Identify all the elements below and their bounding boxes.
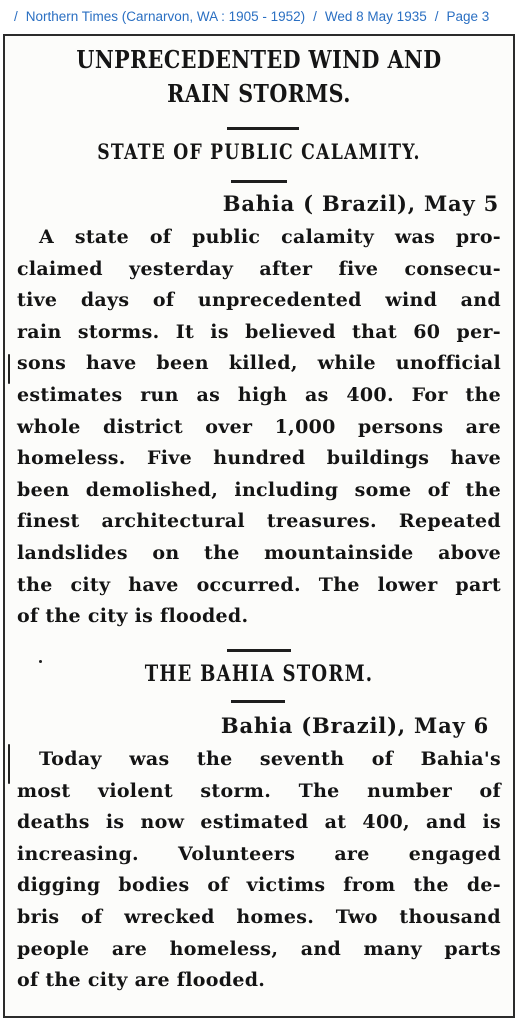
breadcrumb-separator: / [14, 8, 18, 24]
article-text-line: most violent storm. The number of [17, 779, 501, 802]
article-paragraph-2 [17, 744, 501, 997]
article-text-line: landslides on the mountainside above [17, 541, 501, 564]
article-text-line: whole district over 1,000 persons are [17, 415, 501, 438]
article-text-line: of the city is flooded. [17, 605, 249, 628]
subhead-state-of-calamity: STATE OF PUBLIC CALAMITY. [97, 139, 421, 164]
breadcrumb-item-issue-date[interactable]: Wed 8 May 1935 [324, 8, 427, 24]
divider-rule [227, 127, 299, 130]
article-text-line: been demolished, including some of the [17, 478, 501, 501]
dateline-may-5: Bahia ( Brazil), May 5 [222, 191, 499, 216]
article-text-line: Today was the seventh of Bahia's [39, 748, 501, 770]
article-text-line: estimates run as high as 400. For the [17, 383, 501, 406]
headline-line-2: RAIN STORMS. [167, 79, 351, 108]
dateline-may-6: Bahia (Brazil), May 6 [220, 713, 489, 738]
print-speck [8, 354, 10, 384]
article-clipping [5, 36, 513, 1016]
article-text-line: the city have occurred. The lower part [17, 573, 501, 596]
article-text-line: A state of public calamity was pro- [39, 226, 501, 248]
article-text-line: finest architectural treasures. Repeated [17, 510, 501, 533]
headline-line-1: UNPRECEDENTED WIND AND [76, 45, 442, 74]
breadcrumb [0, 0, 521, 32]
breadcrumb-item-newspaper[interactable]: Northern Times (Carnarvon, WA : 1905 - 1952) [25, 8, 306, 24]
article-text-line: tive days of unprecedented wind and [17, 289, 501, 312]
article-text-line: increasing. Volunteers are engaged [17, 842, 501, 865]
article-text-line: people are homeless, and many parts [17, 937, 501, 960]
subhead-bahia-storm: THE BAHIA STORM. [144, 661, 374, 687]
divider-rule [231, 180, 287, 183]
article-text-line: deaths is now estimated at 400, and is [17, 811, 501, 834]
article-paragraph-1 [17, 222, 501, 633]
article-text-line: digging bodies of victims from the de- [17, 874, 501, 897]
divider-rule [227, 649, 291, 652]
article-text-line: homeless. Five hundred buildings have [17, 447, 501, 470]
article-text-line: claimed yesterday after five consecu- [17, 257, 501, 280]
print-speck [8, 744, 10, 784]
breadcrumb-separator: / [434, 8, 439, 24]
article-text-line: bris of wrecked homes. Two thousand [17, 905, 501, 928]
breadcrumb-item-page[interactable]: Page 3 [446, 8, 490, 24]
print-speck [39, 660, 42, 663]
article-text-line: of the city are flooded. [17, 969, 266, 992]
article-text-line: rain storms. It is believed that 60 per- [17, 320, 501, 343]
breadcrumb-separator: / [313, 8, 317, 24]
divider-rule [231, 700, 285, 703]
article-clipping-frame [3, 34, 515, 1018]
article-text-line: sons have been killed, while unofficial [17, 352, 501, 375]
